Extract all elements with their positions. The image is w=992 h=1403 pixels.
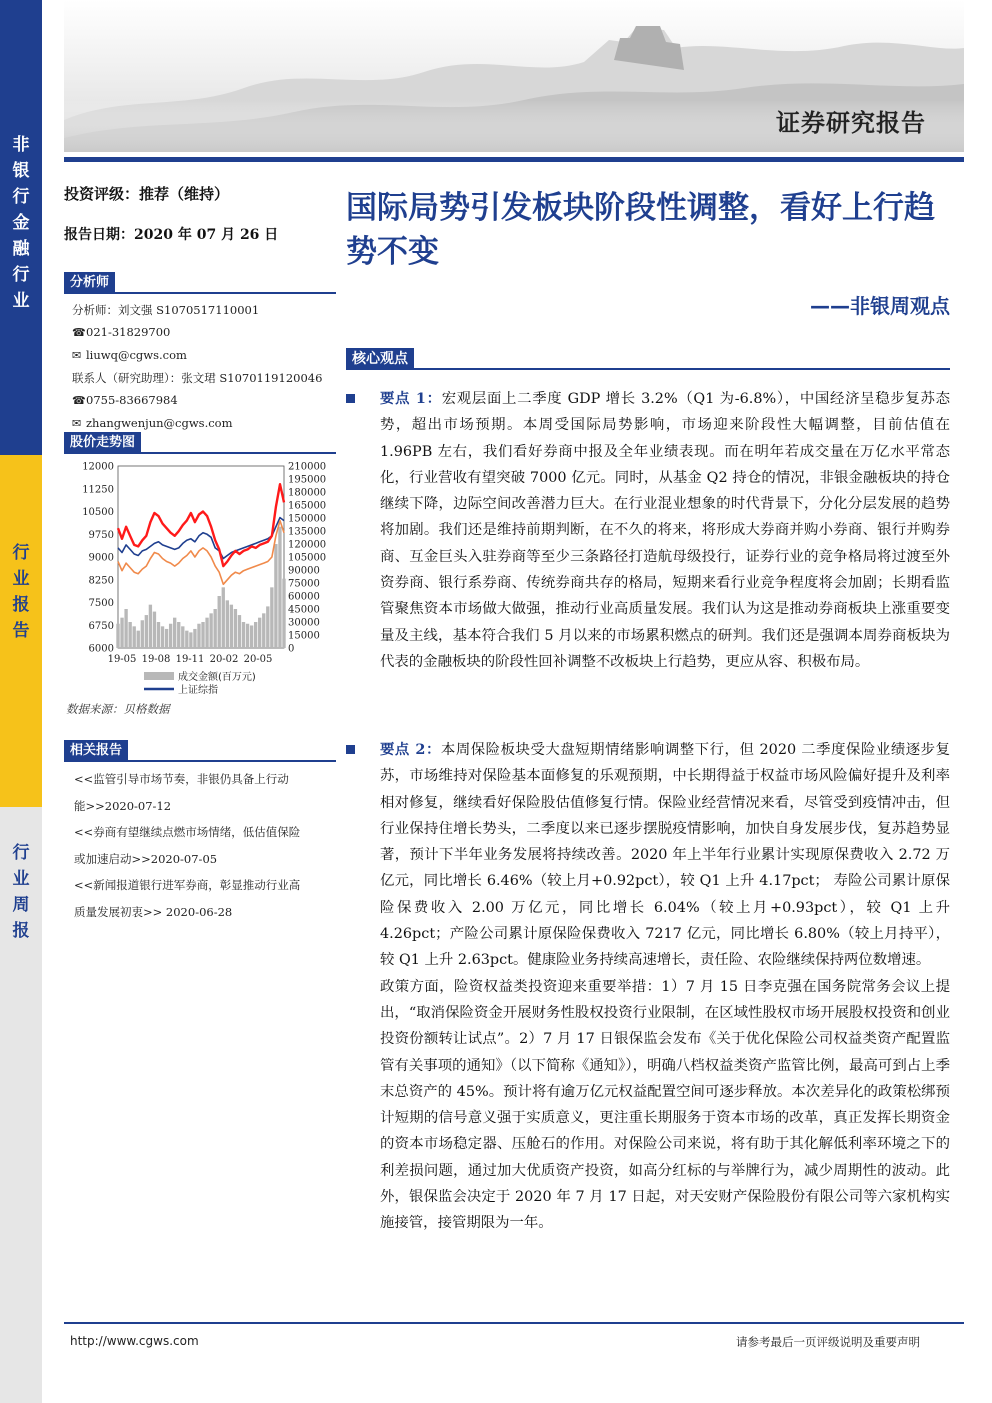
volume-bar <box>282 579 285 648</box>
report-subtitle: ——非银周观点 <box>810 294 950 318</box>
y-left-tick: 12000 <box>82 461 114 473</box>
phone-icon: ☎ <box>72 326 86 339</box>
legend-swatch-volume <box>144 672 174 680</box>
analyst-contacts <box>72 299 322 435</box>
volume-bar <box>262 613 265 648</box>
volume-bar <box>258 618 261 648</box>
footer-disclaimer: 请参考最后一页评级说明及重要声明 <box>736 1335 920 1349</box>
key-point-1-label: 要点 1： <box>380 390 442 407</box>
side-label-weekly <box>0 840 42 944</box>
related-report-line[interactable]: <<券商有望继续点燃市场情绪，低估值保险 <box>74 825 301 839</box>
key-point-2-text: 本周保险板块受大盘短期情绪影响调整下行，但 2020 二季度保险业绩逐步复苏，市场维持对保险基本面修复的乐观预期，中长期得益于权益市场风险偏好提升及利率相对修复，继续看好保险股估值修复行情。保险业经营情况来看，尽管受到疫情冲击，但行业保持住增长势头，二季度以来已逐步摆脱疫情影响，加快自身发展步伐，复苏趋势显著，预计下半年业务发展将持续改善。2020 年上半年行业累计实现原保费收入 2.72 万亿元，同比增长 6.46%（较上月+0.92pct），较 Q1 上升 4.17pct； 寿险公司累计原保险保费收入 2.00 万亿元，同比增长 6.04%（较上月+0.93pct），较 Q1 上升 4.26pct；产险公司累计原保险保费收入 7217 亿元，同比增长 6.80%（较上月持平），较 Q1 上升 2.63pct。健康险业务持续高速增长，责任险、农险继续保持两位数增速。 <box>380 742 950 969</box>
side-char: 融 <box>12 239 30 259</box>
y-left-tick: 6750 <box>88 620 114 632</box>
key-point-1 <box>346 386 950 675</box>
mail-icon: ✉ <box>72 349 82 362</box>
side-char: 行 <box>12 543 30 563</box>
y-right-tick: 15000 <box>288 630 320 642</box>
y-right-tick: 0 <box>288 643 295 655</box>
y-right-tick: 105000 <box>288 552 327 564</box>
volume-bar <box>222 587 225 648</box>
y-left-tick: 10500 <box>82 507 114 518</box>
y-left-tick: 11250 <box>82 484 114 496</box>
volume-bar <box>201 622 204 648</box>
y-left-tick: 9750 <box>88 529 114 541</box>
related-report-line[interactable]: 能>>2020-07-12 <box>74 798 172 813</box>
x-tick: 20-05 <box>243 654 273 665</box>
related-report-line[interactable]: <<监管引导市场节奏，非银仍具备上行动 <box>74 772 289 786</box>
volume-bar <box>149 605 152 648</box>
core-view-title: 核心观点 <box>346 348 414 370</box>
volume-bar <box>266 606 269 648</box>
x-tick: 19-11 <box>175 654 205 665</box>
analyst-line <box>72 389 322 412</box>
mail-icon: ✉ <box>72 417 82 430</box>
volume-bar <box>173 618 176 648</box>
side-char: 业 <box>12 291 30 311</box>
volume-bar <box>242 622 245 648</box>
side-char: 行 <box>12 843 30 863</box>
side-char: 业 <box>12 569 30 589</box>
report-date: 报告日期：2020 年 07 月 26 日 <box>64 227 279 243</box>
y-right-tick: 90000 <box>288 565 320 577</box>
analyst-line <box>72 321 322 344</box>
volume-bar <box>226 600 229 648</box>
volume-bar <box>205 618 208 648</box>
related-report-line[interactable]: 质量发展初衷>> 2020-06-28 <box>74 904 233 919</box>
y-right-tick: 75000 <box>288 578 320 590</box>
footer-rule <box>64 1322 964 1324</box>
price-chart-title: 股价走势图 <box>64 432 141 454</box>
analyst-line <box>72 367 322 389</box>
volume-bar <box>193 629 196 648</box>
side-char: 报 <box>12 921 30 941</box>
volume-bar <box>145 615 148 648</box>
analyst-line-text: 021-31829700 <box>86 325 171 339</box>
core-view-header <box>346 348 950 370</box>
volume-bar <box>137 631 140 648</box>
volume-bar <box>157 622 160 648</box>
volume-bar <box>230 605 233 648</box>
price-chart-header <box>64 432 336 454</box>
key-point-2 <box>346 737 950 1237</box>
volume-bar <box>161 626 164 648</box>
related-reports-header <box>64 740 336 762</box>
x-tick: 19-08 <box>141 654 171 665</box>
analyst-line-text: 联系人（研究助理）：张文珺 S1070119120046 <box>72 371 323 385</box>
y-right-tick: 165000 <box>288 500 327 512</box>
y-left-tick: 7500 <box>88 598 114 609</box>
y-right-tick: 150000 <box>288 513 327 525</box>
phone-icon: ☎ <box>72 394 86 407</box>
volume-bar <box>133 626 136 648</box>
y-right-tick: 30000 <box>288 617 320 629</box>
y-right-tick: 180000 <box>288 487 327 499</box>
y-right-tick: 45000 <box>288 604 320 616</box>
key-point-2-label: 要点 2： <box>380 741 441 758</box>
analyst-line-text: 0755-83667984 <box>86 393 178 407</box>
x-tick: 19-05 <box>107 654 137 665</box>
volume-bar <box>234 609 237 648</box>
y-right-tick: 120000 <box>288 539 327 551</box>
volume-bar <box>141 620 144 648</box>
side-char: 报 <box>12 595 30 615</box>
volume-bar <box>278 527 281 648</box>
volume-bar <box>270 587 273 648</box>
legend-label: 上证综指 <box>178 685 218 696</box>
key-point-2-policy: 政策方面，险资权益类投资迎来重要举措：1）7 月 15 日李克强在国务院常务会议上提出，“取消保险资金开展财务性股权投资行业限制，在区域性股权市场开展股权投资和创业投资份额转让试点”。2）7 月 17 日银保监会发布《关于优化保险公司权益类资产配置监管有关事项的通知》（以下简称《通知》），明确八档权益类资产监管比例，最高可到占上季末总资产的 45%。预计将有逾万亿元权益配置空间可逐步释放。本次差异化的政策松绑预计短期的信号意义强于实质意义，更注重长期服务于资本市场的改革，真正发挥长期资金的资本市场稳定器、压舱石的作用。对保险公司来说，将有助于其化解低利率环境之下的利差损问题，通过加大优质资产投资，如高分红标的与举牌行为，减少周期性的波动。此外，银保监会决定于 2020 年 7 月 17 日起，对天安财产保险股份有限公司等六家机构实施接管，接管期限为一年。 <box>380 978 950 1232</box>
volume-bar <box>254 622 257 648</box>
volume-bar <box>128 622 131 648</box>
analyst-line <box>72 299 322 321</box>
volume-bar <box>116 624 119 648</box>
banner-title: 证券研究报告 <box>776 108 926 137</box>
key-point-1-text: 宏观层面上二季度 GDP 增长 3.2%（Q1 为-6.8%），中国经济呈稳步复苏态势，超出市场预期。本周受国际局势影响，市场迎来阶段性大幅调整，目前估值在 1.96PB 左右，我们看好券商中报及全年业绩表现。而在明年若成交量在万亿水平常态化，行业营收有望突破 7000 亿元。同时，从基金 Q2 持仓的情况，非银金融板块的持仓继续下降，边际空间改善潜力巨大。在行业混业想象的时代背景下，分化分层发展的趋势将加剧。我们还是维持前期判断，在不久的将来，将形成大券商并购小券商、银行并购券商、互金巨头入驻券商等至少三条路径打造航母级投行，证券行业的竞争格局将过渡至外资券商、银行系券商、传统券商共存的格局，短期来看行业竞争程度将会加剧；长期看监管聚焦资本市场做大做强，推动行业高质量发展。我们认为这是推动券商板块上涨重要变量及主线，基本符合我们 5 月以来的市场累积燃点的研判。我们还是强调本周券商板块为代表的金融板块的阶段性回补调整不改板块上行趋势，更应从容、积极布局。 <box>380 391 950 670</box>
analyst-section-header <box>64 272 336 294</box>
volume-bar <box>165 629 168 648</box>
header-rule <box>64 157 964 162</box>
side-char: 告 <box>12 621 30 641</box>
side-char: 业 <box>12 869 30 889</box>
y-left-tick: 8250 <box>88 575 114 587</box>
related-report-line[interactable]: 或加速启动>>2020-07-05 <box>74 851 218 866</box>
volume-bar <box>238 615 241 648</box>
header-banner <box>64 0 964 152</box>
side-char: 行 <box>12 187 30 207</box>
volume-bar <box>169 624 172 648</box>
volume-bar <box>218 596 221 648</box>
side-char: 行 <box>12 265 30 285</box>
legend-label: 成交金额(百万元) <box>178 672 256 683</box>
volume-bar <box>189 632 192 648</box>
analyst-line-text[interactable]: liuwq@cgws.com <box>86 348 187 362</box>
side-char: 非 <box>12 135 30 155</box>
analyst-line-text[interactable]: zhangwenjun@cgws.com <box>86 416 233 430</box>
price-chart-svg <box>64 458 336 700</box>
analyst-line <box>72 344 322 367</box>
volume-bar <box>213 609 216 648</box>
related-report-line[interactable]: <<新闻报道银行进军券商，彰显推动行业高 <box>74 878 301 892</box>
footer-url[interactable]: http://www.cgws.com <box>70 1334 199 1348</box>
volume-bar <box>120 618 123 648</box>
volume-bar <box>209 613 212 648</box>
volume-bar <box>250 625 253 648</box>
side-char: 周 <box>12 895 30 915</box>
volume-bar <box>124 609 127 648</box>
volume-bar <box>246 624 249 648</box>
x-tick: 20-02 <box>209 654 239 665</box>
chart-source: 数据来源：贝格数据 <box>66 702 170 716</box>
bullet-square-icon <box>346 394 355 403</box>
volume-bar <box>274 544 277 648</box>
analyst-section-title: 分析师 <box>64 272 115 294</box>
y-right-tick: 135000 <box>288 526 327 538</box>
price-chart <box>64 458 336 700</box>
volume-bar <box>177 622 180 648</box>
y-left-tick: 6000 <box>88 643 114 655</box>
analyst-line-text: 分析师：刘文强 S1070517110001 <box>72 303 260 317</box>
related-reports-title: 相关报告 <box>64 740 128 762</box>
report-title: 国际局势引发板块阶段性调整，看好上行趋势不变 <box>346 190 935 270</box>
side-char: 金 <box>12 213 30 233</box>
y-right-tick: 195000 <box>288 474 327 486</box>
bullet-square-icon <box>346 745 355 754</box>
volume-bar <box>197 624 200 648</box>
y-right-tick: 210000 <box>288 461 327 473</box>
volume-bar <box>185 631 188 648</box>
related-reports-list <box>74 766 336 925</box>
side-char: 银 <box>12 161 30 181</box>
y-left-tick: 9000 <box>88 552 114 564</box>
side-label-report-type <box>0 540 42 644</box>
side-bar <box>0 0 42 1403</box>
volume-bar <box>181 626 184 648</box>
volume-bar <box>153 612 156 648</box>
y-right-tick: 60000 <box>288 591 320 603</box>
investment-rating: 投资评级：推荐（维持） <box>64 185 230 203</box>
side-label-industry <box>0 132 42 314</box>
